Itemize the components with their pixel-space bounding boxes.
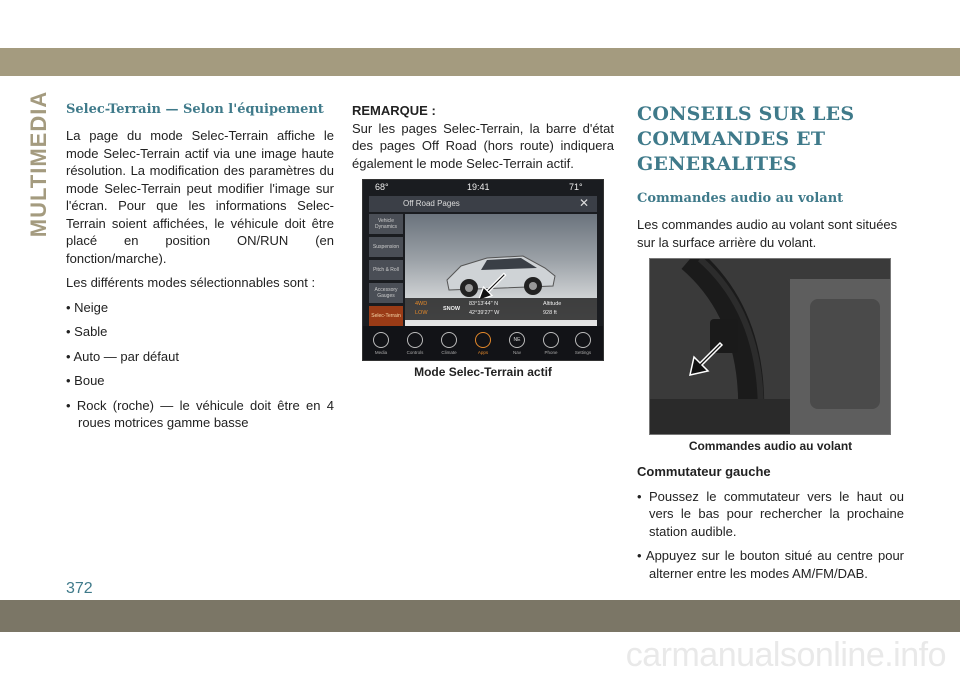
paragraph-intro: La page du mode Selec-Terrain affiche le mode Selec-Terrain actif via une image haute résolution. La modification des paramètres du mode Selec-Terrain peut modifier l'image sur l'écran. Pour que les informations Selec-Terrain soient affichées, le véhicule doit être placé en position ON/RUN (en fonction/marche).: [66, 128, 334, 266]
menu-selec-terrain: Selec-Terrain: [369, 306, 403, 326]
menu-accessory-gauges: Accessory Gauges: [369, 283, 403, 303]
menu-suspension: Suspension: [369, 237, 403, 257]
phone-icon: [543, 332, 559, 348]
screen-info-bar: 4WD LOW SNOW 83°13'44" N 42°39'27" W Altitude 928 ft: [405, 298, 597, 320]
paragraph-modes: Les différents modes sélectionnables sont :: [66, 275, 316, 290]
music-icon: [373, 332, 389, 348]
nav-compass-icon: NE: [509, 332, 525, 348]
screen-title-bar: Off Road Pages ✕: [369, 196, 597, 212]
section-heading-selec-terrain: Selec-Terrain — Selon l'équipement: [66, 102, 324, 117]
note-title: REMARQUE :: [352, 103, 436, 118]
column-audio-controls: [637, 102, 904, 589]
close-icon: ✕: [578, 196, 589, 210]
figure-caption-audio: Commandes audio au volant: [688, 439, 853, 453]
footer-band: [0, 600, 960, 632]
menu-vehicle-dynamics: Vehicle Dynamics: [369, 214, 403, 234]
list-item-boue: • Boue: [66, 373, 105, 388]
list-item-push-switch: • Poussez le commutateur vers le haut ou vers le bas pour rechercher la prochaine station audible.: [637, 488, 904, 539]
selec-terrain-screen-photo: [362, 179, 604, 361]
arrow-icon: [686, 339, 726, 379]
list-item-auto: • Auto — par défaut: [66, 348, 179, 364]
subheading-left-switch: Commutateur gauche: [637, 464, 771, 479]
list-item-center-button: • Appuyez sur le bouton situé au centre pour alterner entre les modes AM/FM/DAB.: [637, 548, 904, 581]
list-item-rock: • Rock (roche) — le véhicule doit être en 4 roues motrices gamme basse: [66, 397, 334, 430]
note-text: Sur les pages Selec-Terrain, la barre d'état des pages Off Road (hors route) indiquera également le mode Selec-Terrain actif.: [352, 120, 614, 171]
steering-wheel-photo: [649, 258, 891, 435]
watermark-text: carmanualsonline.info: [625, 636, 946, 674]
column-selec-terrain: [66, 102, 334, 439]
paragraph-audio-location: Les commandes audio au volant sont situées sur la surface arrière du volant.: [637, 217, 898, 250]
gear-icon: [575, 332, 591, 348]
list-item-neige: • Neige: [66, 299, 109, 315]
page-number: 372: [66, 580, 93, 597]
chapter-heading: CONSEILS SUR LES COMMANDES ET GENERALITES: [637, 103, 855, 175]
section-heading-audio: Commandes audio au volant: [637, 191, 844, 206]
screen-side-menu: [369, 214, 403, 329]
controls-icon: [407, 332, 423, 348]
menu-pitch-roll: Pitch & Roll: [369, 260, 403, 280]
figure-caption-selec-terrain: Mode Selec-Terrain actif: [414, 365, 552, 379]
screen-app-dock: Media Controls Climate Apps NE Nav Phone Settings: [363, 326, 603, 360]
section-side-label: MULTIMEDIA: [26, 90, 51, 238]
apps-icon: [475, 332, 491, 348]
list-item-sable: • Sable: [66, 324, 108, 339]
header-band: [0, 48, 960, 76]
climate-icon: [441, 332, 457, 348]
column-note: [352, 102, 614, 389]
screen-status-bar: 68° 19:41 71°: [375, 182, 583, 192]
